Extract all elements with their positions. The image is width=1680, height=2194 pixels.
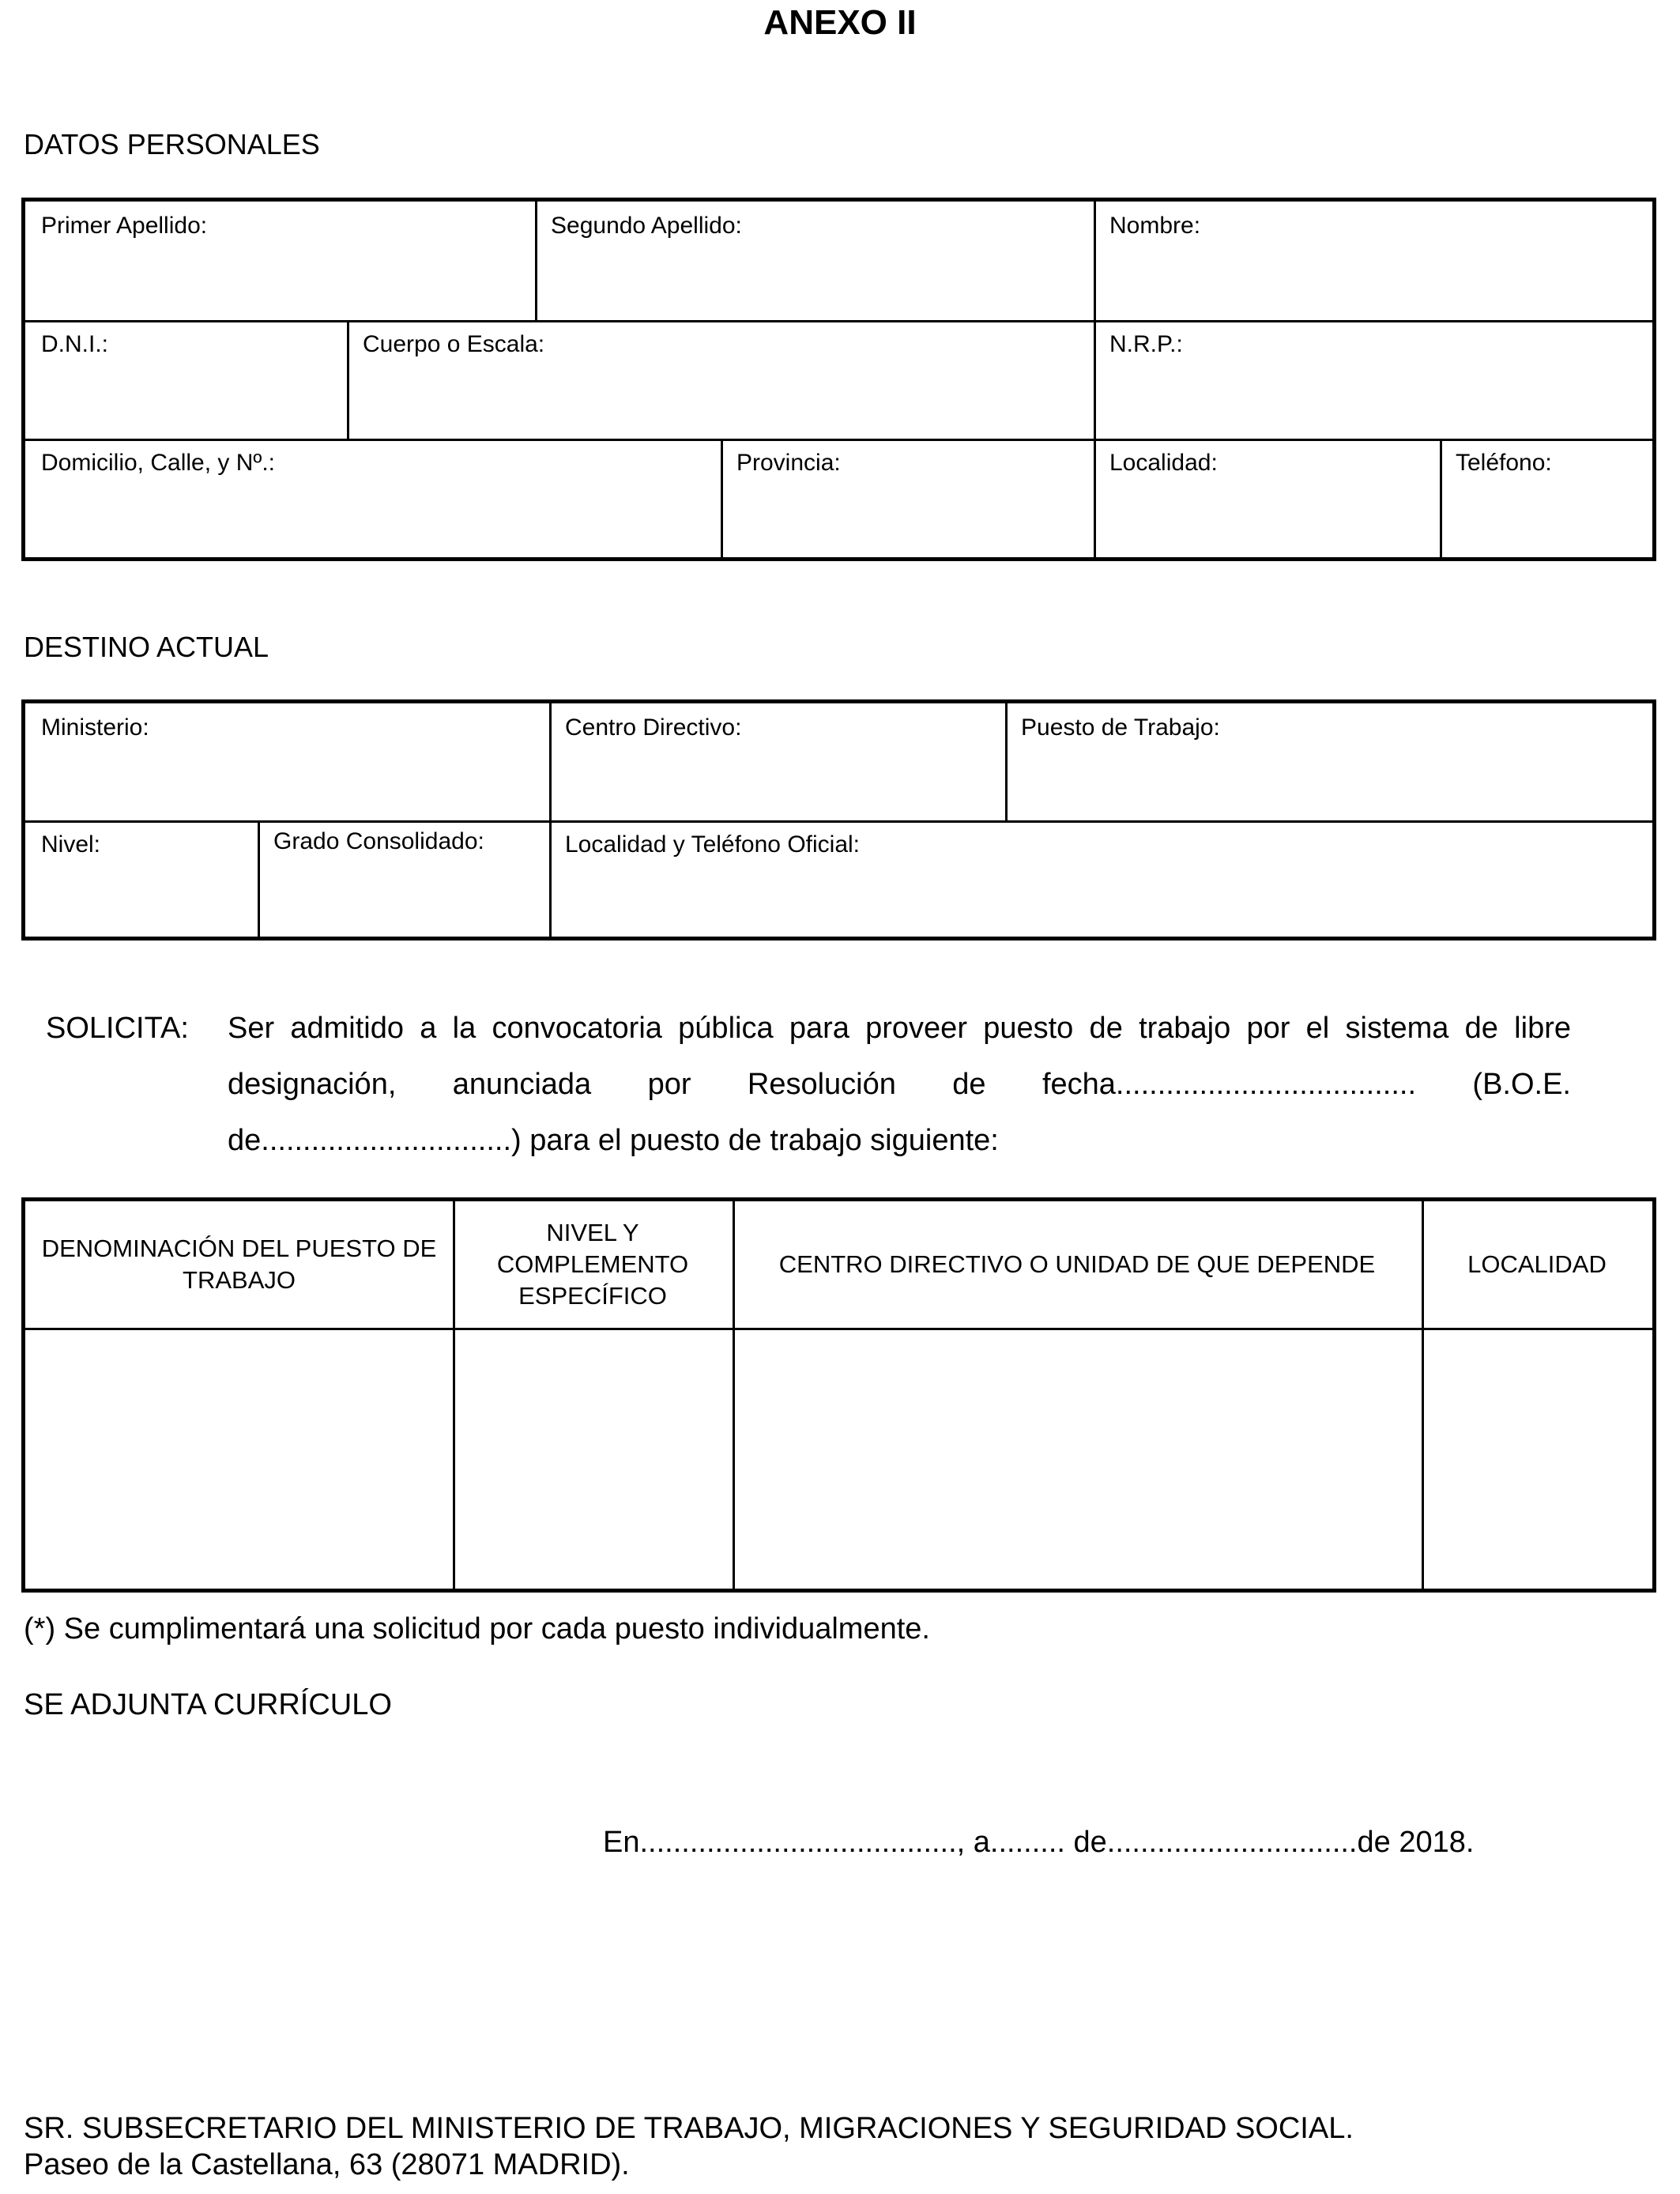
dni-label: D.N.I.: bbox=[41, 331, 109, 357]
domicilio-field[interactable] bbox=[25, 439, 721, 557]
primer-apellido-label: Primer Apellido: bbox=[41, 213, 208, 239]
addressee-line-1: SR. SUBSECRETARIO DEL MINISTERIO DE TRABAJO, MIGRACIONES Y SEGURIDAD SOCIAL. bbox=[24, 2112, 1354, 2145]
solicita-line-3: de..............................) para el puesto de trabajo siguiente: bbox=[228, 1124, 999, 1157]
solicita-text bbox=[228, 1001, 1571, 1169]
provincia-label: Provincia: bbox=[736, 450, 841, 476]
centro-directivo-label: Centro Directivo: bbox=[565, 714, 742, 741]
puesto-trabajo-field[interactable] bbox=[1005, 703, 1652, 820]
destino-actual-box bbox=[21, 699, 1656, 941]
footnote: (*) Se cumplimentará una solicitud por cada puesto individualmente. bbox=[24, 1612, 930, 1646]
nivel-complemento-input-cell[interactable] bbox=[453, 1328, 733, 1589]
cuerpo-escala-label: Cuerpo o Escala: bbox=[363, 331, 545, 357]
cuerpo-escala-field[interactable] bbox=[347, 320, 1094, 439]
localidad-telefono-oficial-label: Localidad y Teléfono Oficial: bbox=[565, 831, 861, 858]
localidad-telefono-oficial-field[interactable] bbox=[549, 820, 1652, 937]
nombre-field[interactable] bbox=[1094, 202, 1652, 320]
solicita-label: SOLICITA: bbox=[46, 1012, 189, 1045]
nrp-field[interactable] bbox=[1094, 320, 1652, 439]
denominacion-input-cell[interactable] bbox=[25, 1328, 453, 1589]
centro-directivo-field[interactable] bbox=[549, 703, 1005, 820]
localidad-field[interactable] bbox=[1094, 439, 1440, 557]
header-nivel-complemento: NIVEL Y COMPLEMENTO ESPECÍFICO bbox=[496, 1219, 689, 1310]
dni-field[interactable] bbox=[25, 320, 347, 439]
provincia-field[interactable] bbox=[721, 439, 1094, 557]
solicita-line-1: Ser admitido a la convocatoria pública para proveer puesto de trabajo por el sistema de libre bbox=[228, 1012, 1571, 1045]
document-title: ANEXO II bbox=[763, 3, 917, 42]
segundo-apellido-field[interactable] bbox=[535, 202, 1094, 320]
telefono-label: Teléfono: bbox=[1456, 450, 1552, 476]
ministerio-label: Ministerio: bbox=[41, 714, 149, 741]
header-centro-directivo: CENTRO DIRECTIVO O UNIDAD DE QUE DEPENDE bbox=[778, 1250, 1376, 1278]
header-denominacion: DENOMINACIÓN DEL PUESTO DE TRABAJO bbox=[41, 1235, 437, 1294]
destino-actual-heading: DESTINO ACTUAL bbox=[24, 631, 269, 663]
domicilio-label: Domicilio, Calle, y Nº.: bbox=[41, 450, 276, 476]
localidad-input-cell[interactable] bbox=[1422, 1328, 1652, 1589]
puesto-table bbox=[21, 1197, 1656, 1593]
segundo-apellido-label: Segundo Apellido: bbox=[551, 213, 742, 239]
adjunta-curriculo: SE ADJUNTA CURRÍCULO bbox=[24, 1688, 392, 1721]
puesto-trabajo-label: Puesto de Trabajo: bbox=[1021, 714, 1220, 741]
nrp-label: N.R.P.: bbox=[1109, 331, 1183, 357]
centro-directivo-input-cell[interactable] bbox=[733, 1328, 1422, 1589]
grado-consolidado-label: Grado Consolidado: bbox=[273, 828, 484, 854]
signature-place-date: En......................................, a......... de..............................de 2018. bbox=[603, 1826, 1475, 1859]
nivel-label: Nivel: bbox=[41, 831, 101, 858]
primer-apellido-field[interactable] bbox=[25, 202, 535, 320]
telefono-field[interactable] bbox=[1440, 439, 1652, 557]
localidad-label: Localidad: bbox=[1109, 450, 1218, 476]
addressee-line-2: Paseo de la Castellana, 63 (28071 MADRID). bbox=[24, 2148, 630, 2181]
datos-personales-heading: DATOS PERSONALES bbox=[24, 128, 320, 160]
solicita-line-2: designación, anunciada por Resolución de fecha.................................... (B.O.E. bbox=[228, 1068, 1571, 1101]
datos-personales-box bbox=[21, 198, 1656, 561]
grado-consolidado-field[interactable] bbox=[258, 820, 549, 937]
ministerio-field[interactable] bbox=[25, 703, 549, 820]
header-localidad: LOCALIDAD bbox=[1467, 1250, 1607, 1278]
nivel-field[interactable] bbox=[25, 820, 258, 937]
nombre-label: Nombre: bbox=[1109, 213, 1201, 239]
